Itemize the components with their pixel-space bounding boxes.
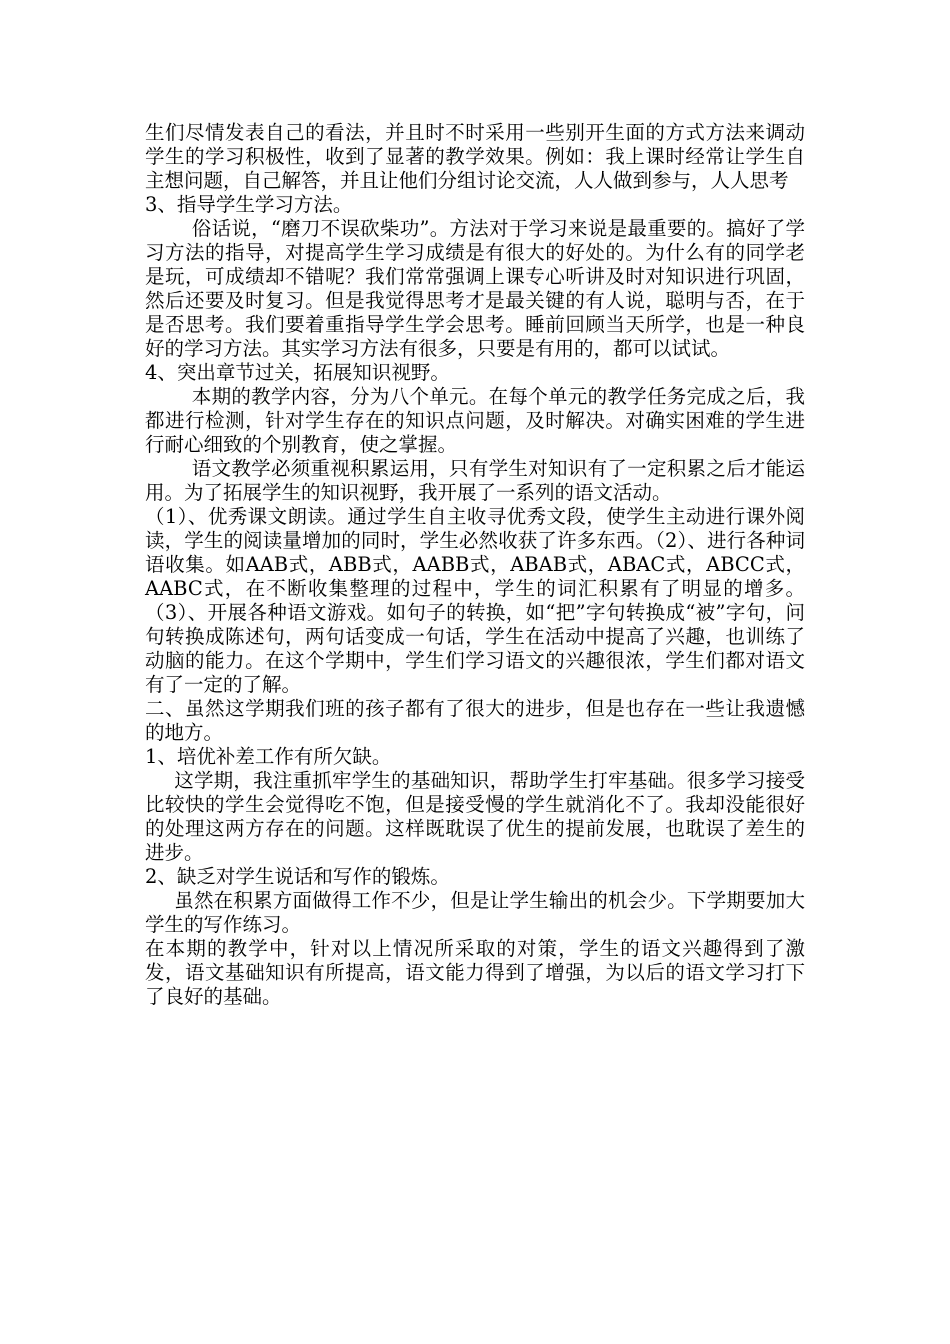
paragraph-continuation: 生们尽情发表自己的看法，并且时不时采用一些别开生面的方式方法来调动学生的学习积极性，收到了显著的教学效果。例如：我上课时经常让学生自主想问题，自己解答，并且让他们分组讨论交流，人人做到参与，人人思考: [145, 121, 805, 192]
heading-chapter-review: 4、突出章节过关，拓展知识视野。: [145, 361, 450, 384]
paragraph-tutoring: 这学期，我注重抓牢学生的基础知识，帮助学生打牢基础。很多学习接受比较快的学生会觉得吃不饱，但是接受慢的学生就消化不了。我却没能很好的处理这两方存在的问题。这样既耽误了优生的提前发展，也耽误了差生的进步。: [145, 769, 805, 864]
paragraph-activities: （1）、优秀课文朗读。通过学生自主收寻优秀文段，使学生主动进行课外阅读，学生的阅读量增加的同时，学生必然收获了许多东西。（2）、进行各种词语收集。如AAB式，ABB式，AABB式，ABAB式，ABAC式，ABCC式，AABC式，在不断收集整理的过程中，学生的词汇积累有了明显的增多。（3）、开展各种语文游戏。如句子的转换，如“把”字句转换成“被”字句，问句转换成陈述句，两句话变成一句话，学生在活动中提高了兴趣，也训练了动脑的能力。在这个学期中，学生们学习语文的兴趣很浓，学生们都对语文有了一定的了解。: [145, 505, 805, 696]
paragraph-units: 本期的教学内容，分为八个单元。在每个单元的教学任务完成之后，我都进行检测，针对学生存在的知识点问题，及时解决。对确实困难的学生进行耐心细致的个别教育，使之掌握。: [145, 385, 805, 456]
paragraph-conclusion: 在本期的教学中，针对以上情况所采取的对策，学生的语文兴趣得到了激发，语文基础知识有所提高，语文能力得到了增强，为以后的语文学习打下了良好的基础。: [145, 937, 805, 1008]
heading-tutoring: 1、培优补差工作有所欠缺。: [145, 745, 392, 768]
paragraph-accumulation: 语文教学必须重视积累运用，只有学生对知识有了一定积累之后才能运用。为了拓展学生的知识视野，我开展了一系列的语文活动。: [145, 457, 805, 504]
heading-speaking-writing: 2、缺乏对学生说话和写作的锻炼。: [145, 865, 450, 888]
heading-study-methods: 3、指导学生学习方法。: [145, 193, 353, 216]
paragraph-study-methods: 俗话说，“磨刀不误砍柴功”。方法对于学习来说是最重要的。搞好了学习方法的指导，对提高学生学习成绩是有很大的好处的。为什么有的同学老是玩，可成绩却不错呢？我们常常强调上课专心听讲及时对知识进行巩固，然后还要及时复习。但是我觉得思考才是最关键的有人说，聪明与否，在于是否思考。我们要着重指导学生学会思考。睡前回顾当天所学，也是一种良好的学习方法。其实学习方法有很多，只要是有用的，都可以试试。: [145, 217, 805, 360]
document-body: [145, 121, 805, 1009]
paragraph-speaking-writing: 虽然在积累方面做得工作不少，但是让学生输出的机会少。下学期要加大学生的写作练习。: [145, 889, 805, 936]
heading-regrets: 二、虽然这学期我们班的孩子都有了很大的进步，但是也存在一些让我遗憾的地方。: [145, 697, 805, 744]
